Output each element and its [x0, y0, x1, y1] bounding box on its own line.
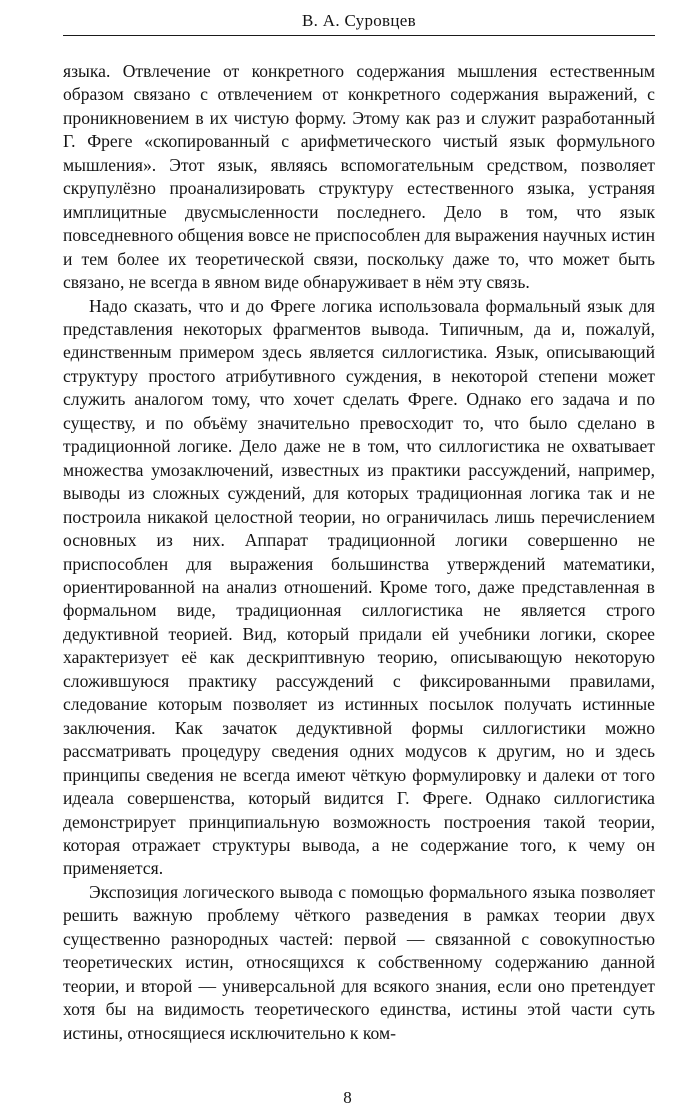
paragraph-continuation: языка. Отвлечение от конкретного содержания мышления естественным образом связано с отвлечением от конкретного содержания выражений, с проникновением в их чистую форму. Этому как раз и служит разработанный Г. Фреге «скопированный с арифметического чистый язык формульного мышления». Этот язык, являясь вспомогательным средством, позволяет скрупулёзно проанализировать структуру естественного языка, устраняя имплицитные двусмысленности последнего. Дело в том, что язык повседневного общения вовсе не приспособлен для выражения научных истин и тем более их теоретической связи, поскольку даже то, что может быть связано, не всегда в явном виде обнаруживает в нём эту связь. — [63, 61, 655, 293]
body-text — [63, 60, 655, 1045]
running-head-author: В. А. Суровцев — [302, 11, 416, 30]
header-rule — [63, 35, 655, 36]
page-number: 8 — [343, 1088, 352, 1107]
paragraph-syllogistics: Надо сказать, что и до Фреге логика использовала формальный язык для представления некоторых фрагментов вывода. Типичным, да и, пожалуй, единственным примером здесь является силлогистика. Язык, описывающий структуру простого атрибутивного суждения, в некоторой степени может служить аналогом тому, что хочет сделать Фреге. Однако его задача и по существу, и по объёму значительно превосходит то, что было сделано в традиционной логике. Дело даже не в том, что силлогистика не охватывает множества умозаключений, известных из практики рассуждений, например, выводы из сложных суждений, для которых традиционная логика так и не построила никакой целостной теории, но ограничилась лишь перечислением основных из них. Аппарат традиционной логики совершенно не приспособлен для выражения большинства утверждений математики, ориентированной на анализ отношений. Кроме того, даже представленная в формальном виде, традиционная силлогистика не является строго дедуктивной теорией. Вид, который придали ей учебники логики, скорее характеризует её как дескриптивную теорию, описывающую некоторую сложившуюся практику рассуждений с фиксированными правилами, следование которым позволяет из истинных посылок получать истинные заключения. Как зачаток дедуктивной формы силлогистики можно рассматривать процедуру сведения одних модусов к другим, но и здесь принципы сведения не всегда имеют чёткую формулировку и далеки от того идеала совершенства, который видится Г. Фреге. Однако силлогистика демонстрирует принципиальную возможность построения такой теории, которая отражает структуры вывода, а не содержание того, к чему он применяется. — [63, 295, 655, 879]
paragraph-exposition: Экспозиция логического вывода с помощью формального языка позволяет решить важную проблему чёткого разведения в рамках теории двух существенно разнородных частей: первой — связанной с совокупностью теоретических истин, относящихся к собственному содержанию данной теории, и второй — универсальной для всякого знания, если оно претендует хотя бы на видимость теоретического единства, истины этой части суть истины, относящиеся исключительно к ком- — [63, 881, 655, 1043]
